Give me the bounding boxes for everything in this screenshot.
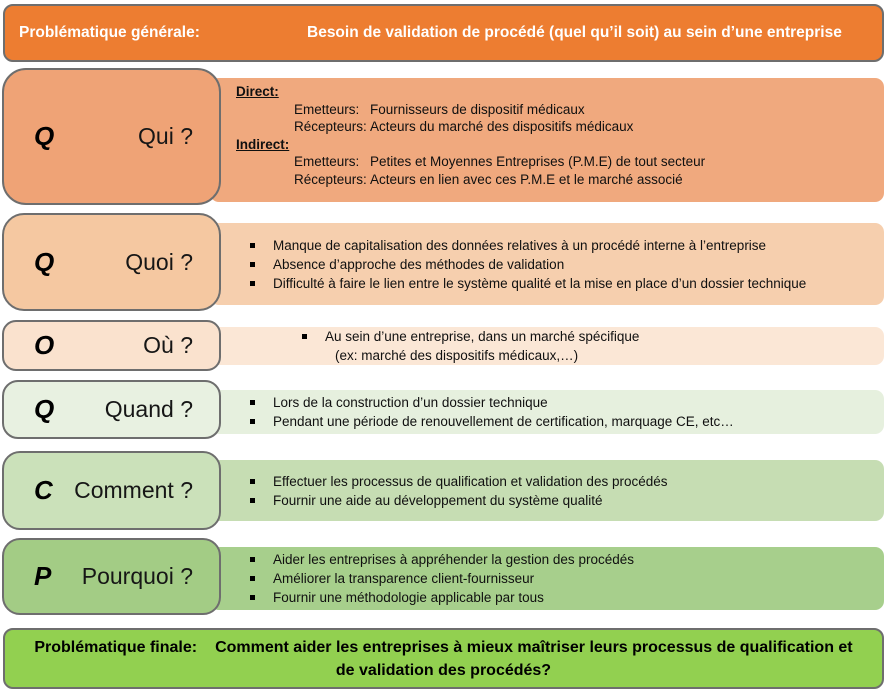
final-problem-banner — [3, 628, 884, 689]
ou-panel — [210, 327, 884, 365]
list-item — [210, 236, 884, 255]
list-item — [210, 569, 884, 588]
list-item — [210, 327, 884, 346]
list-item — [210, 550, 884, 569]
pourquoi-panel — [210, 547, 884, 610]
direct-group-title: Direct: — [236, 84, 279, 99]
bullet-icon — [250, 281, 255, 286]
list-item-text: Difficulté à faire le lien entre le système qualité et la mise en place d’un dossier technique — [273, 275, 807, 291]
bullet-icon — [250, 243, 255, 248]
general-problem-banner — [3, 4, 884, 62]
indirect-recepteurs-row — [294, 171, 884, 189]
list-item-text: Fournir une méthodologie applicable par tous — [273, 590, 544, 605]
direct-emetteurs-row — [294, 101, 884, 119]
recepteurs-label: Récepteurs: — [294, 119, 367, 134]
qui-question: Qui ? — [138, 123, 193, 149]
comment-letter: C — [34, 475, 53, 505]
qui-letter: Q — [34, 121, 55, 151]
emetteurs-label: Emetteurs: — [294, 101, 360, 117]
qui-box — [2, 68, 221, 205]
final-problem-content — [31, 636, 856, 682]
list-item — [210, 588, 884, 607]
indirect-group-title: Indirect: — [236, 136, 290, 152]
list-item-text: Aider les entreprises à appréhender la gestion des procédés — [273, 552, 634, 567]
recepteurs-value: Acteurs en lien avec ces P.M.E et le marché associé — [370, 171, 683, 187]
quand-question: Quand ? — [104, 396, 193, 422]
final-problem-label: Problématique finale: — [34, 638, 198, 656]
qui-panel — [210, 78, 884, 202]
recepteurs-value: Acteurs du marché des dispositifs médicaux — [370, 119, 634, 134]
comment-panel — [210, 460, 884, 521]
pourquoi-question: Pourquoi ? — [81, 563, 193, 589]
list-item-text: Au sein d’une entreprise, dans un marché spécifique — [325, 329, 640, 344]
list-item — [210, 255, 884, 274]
list-item — [210, 393, 884, 412]
bullet-icon — [250, 576, 255, 581]
list-item-subnote: (ex: marché des dispositifs médicaux,…) — [335, 348, 579, 363]
bullet-icon — [250, 262, 255, 267]
general-problem-label: Problématique générale: — [19, 24, 200, 41]
quoi-box — [2, 213, 221, 311]
list-item — [210, 491, 884, 510]
bullet-icon — [250, 595, 255, 600]
list-item — [210, 472, 884, 491]
quand-letter: Q — [34, 394, 55, 424]
list-item — [210, 412, 884, 431]
quoi-letter: Q — [34, 246, 55, 277]
list-item-text: Lors de la construction d’un dossier technique — [273, 395, 548, 410]
list-item-text: Fournir une aide au développement du système qualité — [273, 492, 603, 508]
quoi-question: Quoi ? — [125, 248, 193, 275]
emetteurs-label: Emetteurs: — [294, 154, 360, 169]
comment-box — [2, 451, 221, 530]
final-problem-text: Comment aider les entreprises à mieux maîtriser leurs processus de qualification et de validation des procédés? — [215, 638, 853, 679]
ou-letter: O — [34, 330, 55, 360]
ou-box — [2, 320, 221, 371]
bullet-icon — [250, 498, 255, 503]
ou-question: Où ? — [143, 332, 193, 358]
general-problem-text: Besoin de validation de procédé (quel qu’il soit) au sein d’une entreprise — [307, 24, 842, 41]
quand-box — [2, 380, 221, 439]
list-item — [210, 274, 884, 293]
quoi-panel — [210, 223, 884, 305]
emetteurs-value: Petites et Moyennes Entreprises (P.M.E) de tout secteur — [370, 154, 706, 169]
bullet-icon — [250, 400, 255, 405]
pourquoi-letter: P — [34, 561, 52, 591]
list-item-text: Effectuer les processus de qualification et validation des procédés — [273, 473, 668, 489]
bullet-icon — [302, 334, 307, 339]
quand-panel — [210, 390, 884, 434]
list-item-text: Pendant une période de renouvellement de certification, marquage CE, etc… — [273, 414, 734, 429]
bullet-icon — [250, 419, 255, 424]
emetteurs-value: Fournisseurs de dispositif médicaux — [370, 101, 585, 117]
list-item-text: Améliorer la transparence client-fournisseur — [273, 571, 535, 586]
direct-recepteurs-row — [294, 118, 884, 136]
pourquoi-box — [2, 538, 221, 615]
list-item-text: Absence d’approche des méthodes de validation — [273, 256, 565, 272]
bullet-icon — [250, 557, 255, 562]
recepteurs-label: Récepteurs: — [294, 171, 367, 187]
indirect-emetteurs-row — [294, 153, 884, 171]
bullet-icon — [250, 479, 255, 484]
list-item-text: Manque de capitalisation des données relatives à un procédé interne à l’entreprise — [273, 237, 767, 253]
comment-question: Comment ? — [74, 477, 193, 503]
